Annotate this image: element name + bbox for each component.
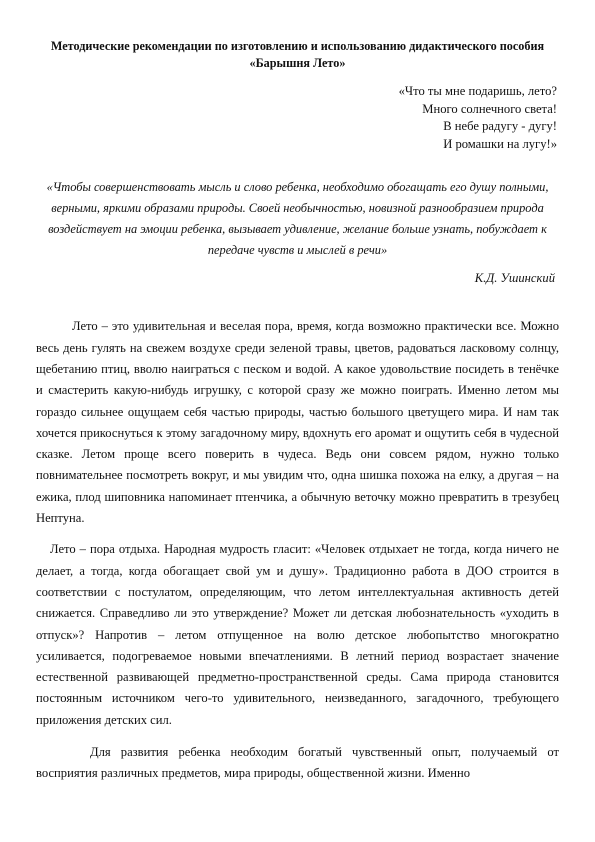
- epigraph-poem: [36, 83, 559, 153]
- paragraph-1: Лето – это удивительная и веселая пора, время, когда возможно практически все. Можно весь день гулять на свежем воздухе среди зеленой травы, цветов, радоваться ласковому солнцу, щебетанию птиц, вволю наиграться с песком и водой. А какое удовольствие посидеть в тенёчке и смастерить какую-нибудь игрушку, с которой сразу же можно поиграть. Именно летом мы гораздо сильнее ощущаем себя частью природы, частью большого цветущего мира. И нам так хочется прикоснуться к этому загадочному миру, вдохнуть его аромат и ощутить себя в чудесной сказке. Летом проще всего поверить в чудеса. Ведь они совсем рядом, нужно только повнимательнее посмотреть вокруг, и мы увидим что, одна шишка похожа на елку, а другая – на ежика, плод шиповника напоминает птенчика, а обычную веточку можно превратить в трезубец Нептуна.: [36, 319, 559, 526]
- quote-author: К.Д. Ушинский: [474, 271, 555, 286]
- document-title: Методические рекомендации по изготовлению и использованию дидактического пособия «Барышня Лето»: [50, 39, 545, 70]
- paragraph-3: Для развития ребенка необходим богатый чувственный опыт, получаемый от восприятия различных предметов, мира природы, общественной жизни. Именно: [36, 745, 559, 781]
- poem-line: И ромашки на лугу!»: [443, 136, 557, 151]
- epigraph-quote: «Чтобы совершенствовать мысль и слово ребенка, необходимо обогащать его душу полными, верными, яркими образами природы. Своей необычностью, новизной разнообразием природа воздействует на эмоции ребенка, вызывает удивление, желание больше узнать, побуждает к передаче чувств и мыслей в речи»: [46, 180, 549, 258]
- poem-line: В небе радугу - дугу!: [443, 119, 557, 134]
- poem-line: Много солнечного света!: [422, 101, 557, 116]
- poem-line: «Что ты мне подаришь, лето?: [398, 84, 557, 98]
- paragraph-2: Лето – пора отдыха. Народная мудрость гласит: «Человек отдыхает не тогда, когда ничего не делает, а тогда, когда обогащает свой ум и душу». Традиционно работа в ДОО строится в соответствии с постулатом, определяющим, что летом интеллектуальная активность детей снижается. Справедливо ли это утверждение? Может ли детская любознательность «уходить в отпуск»? Напротив – летом отпущенное на волю детское любопытство многократно усиливается, подогреваемое новыми впечатлениями. В летний период возрастает значение естественной развивающей предметно-пространственной среды. Сама природа становится постоянным источником чего-то удивительного, неизведанного, загадочного, требующего приложения детских сил.: [36, 542, 559, 727]
